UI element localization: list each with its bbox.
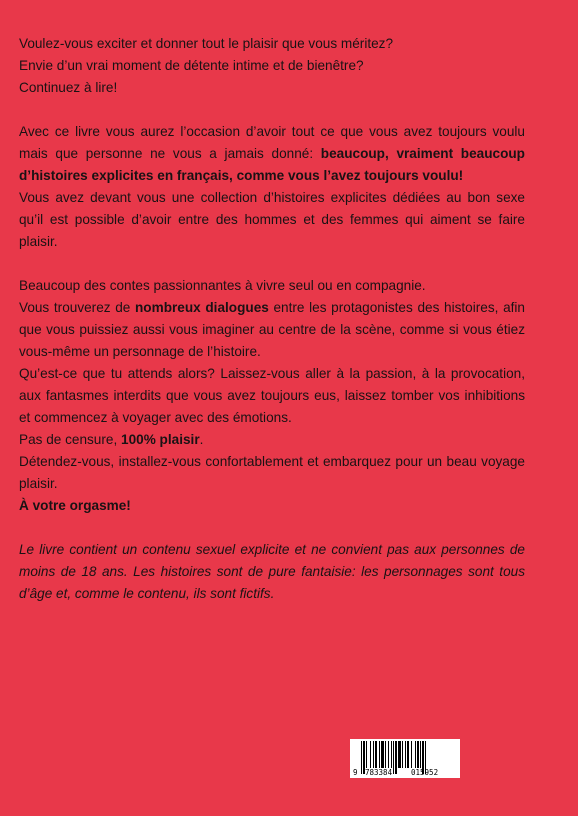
censure-highlight: 100% plaisir: [121, 432, 200, 447]
cover-text: [19, 33, 525, 605]
barcode-bar: [370, 741, 371, 768]
barcode-bar: [391, 741, 392, 768]
relax-paragraph: Détendez-vous, installez-vous confortablement et embarquez pour un beau voyage plaisir.: [19, 454, 525, 491]
barcode-bar: [405, 741, 406, 768]
barcode-bar: [379, 741, 380, 768]
barcode-digit-first: 9: [353, 768, 358, 777]
passion-paragraph: Qu’est-ce que tu attends alors? Laissez-vous aller à la passion, à la provocation, aux fantasmes interdits que vous avez toujours eus, laissez tomber vos inhibitions et commencez à voyager avec des émotions.: [19, 366, 525, 425]
barcode-bar: [398, 741, 401, 768]
intro-line-1: Voulez-vous exciter et donner tout le plaisir que vous méritez?: [19, 36, 394, 51]
barcode-bar: [361, 741, 362, 774]
dialogues-post: entre les protagonistes des histoires, afin que vous puissiez aussi vous imaginer au centre de la scène, comme si vous étiez vous-même un personnage de l’histoire.: [19, 300, 525, 359]
intro-line-2: Envie d’un vrai moment de détente intime et de bienêtre?: [19, 58, 364, 73]
intro-line-3: Continuez à lire!: [19, 80, 118, 95]
closing-highlight: À votre orgasme!: [19, 498, 131, 513]
closing-line: [19, 495, 525, 517]
offer-paragraph: [19, 121, 525, 187]
barcode-bar: [395, 741, 397, 774]
offer-highlight: beaucoup, vraiment beaucoup d’histoires explicites en français, comme vous l’avez toujours voulu!: [19, 146, 525, 183]
barcode-bar: [402, 741, 403, 768]
barcode-bar: [415, 741, 416, 768]
barcode-bar: [420, 741, 421, 768]
barcode-bar: [388, 741, 389, 768]
barcode-bar: [366, 741, 367, 768]
censure-pre: Pas de censure,: [19, 432, 122, 447]
barcode-bar: [393, 741, 394, 774]
barcode-bar: [381, 741, 384, 768]
dialogues-highlight: nombreux dialogues: [135, 300, 269, 315]
disclaimer: Le livre contient un contenu sexuel explicite et ne convient pas aux personnes de moins de 18 ans. Les histoires sont de pure fantaisie: les personnages sont tous d’âge et, comme le contenu, ils sont fictifs.: [19, 542, 525, 601]
barcode-group-right: 015952: [411, 768, 439, 777]
barcode-bar: [417, 741, 419, 768]
barcode-bar: [407, 741, 409, 768]
barcode-bar: [411, 741, 412, 768]
dialogues-paragraph: [19, 297, 525, 363]
censure-line: [19, 429, 525, 451]
barcode-bar: [373, 741, 374, 768]
barcode-bar: [375, 741, 377, 768]
offer-text: Avec ce livre vous aurez l’occasion d’avoir tout ce que vous avez toujours voulu mais que personne ne vous a jamais donné:: [19, 124, 525, 161]
barcode-group-left: 783384: [365, 768, 393, 777]
collection-paragraph: Vous avez devant vous une collection d’histoires explicites dédiées au bon sexe qu’il est possible d’avoir entre des hommes et des femmes qui aiment se faire plaisir.: [19, 190, 525, 249]
stories-line: Beaucoup des contes passionnantes à vivre seul ou en compagnie.: [19, 278, 426, 293]
barcode-bar: [385, 741, 386, 768]
censure-post: .: [199, 432, 204, 447]
dialogues-pre: Vous trouverez de: [19, 300, 135, 315]
barcode: [350, 739, 460, 778]
